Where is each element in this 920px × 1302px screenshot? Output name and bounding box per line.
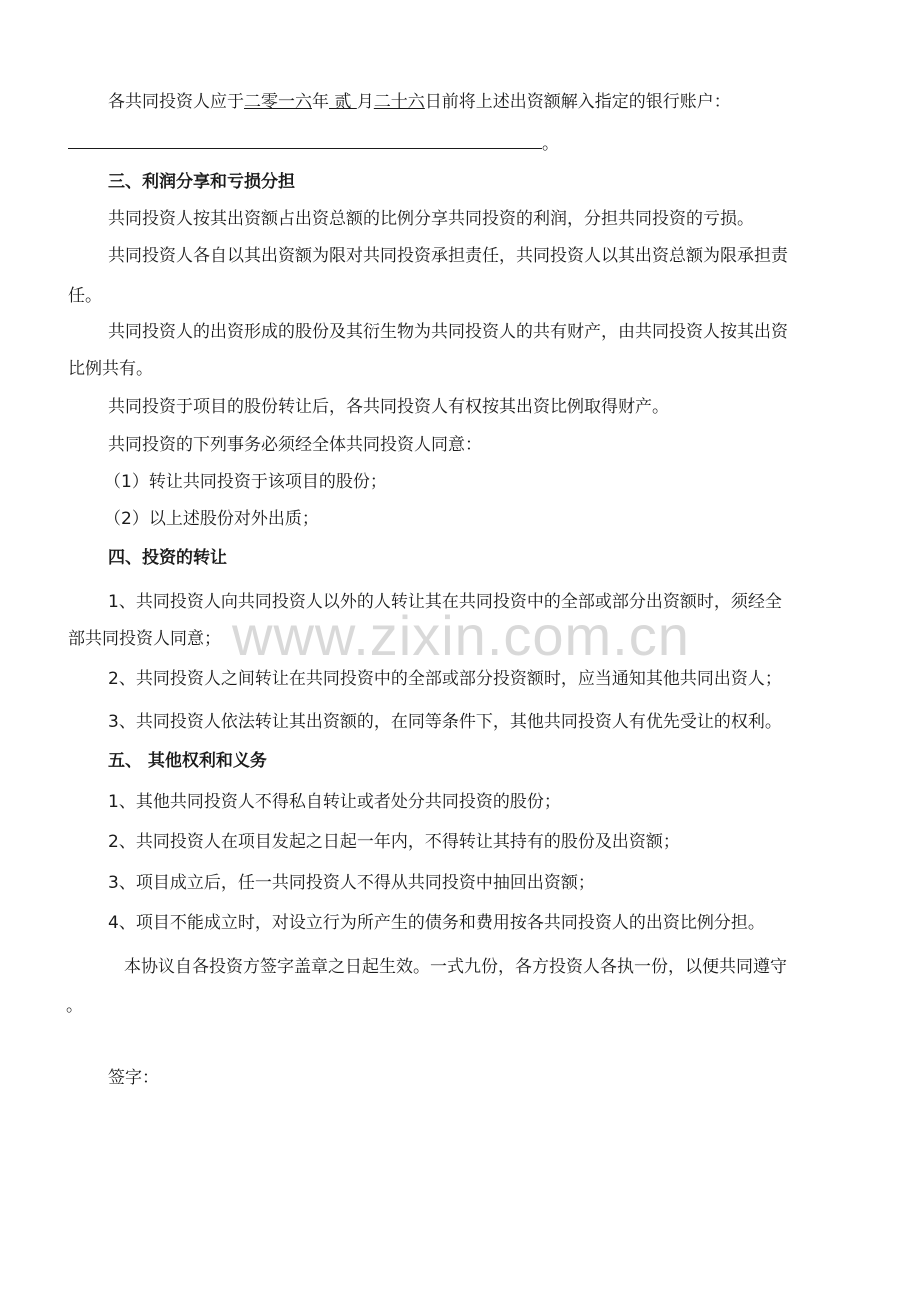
deadline-text-pre: 各共同投资人应于: [108, 92, 244, 112]
section5-p4: 4、项目不能成立时，对设立行为所产生的债务和费用按各共同投资人的出资比例分担。: [108, 913, 765, 933]
section4-title: 四、投资的转让: [108, 548, 227, 568]
deadline-text-post: 日前将上述出资额解入指定的银行账户：: [424, 92, 731, 112]
section3-p5: 共同投资的下列事务必须经全体共同投资人同意：: [108, 435, 482, 455]
section5-p3: 3、项目成立后，任一共同投资人不得从共同投资中抽回出资额；: [108, 873, 595, 893]
deadline-day: 二十六: [373, 92, 425, 112]
section3-p3-b: 比例共有。: [68, 359, 153, 379]
section3-p2-b: 任。: [68, 286, 102, 306]
closing-paragraph-a: 本协议自各投资方签字盖章之日起生效。一式九份，各方投资人各执一份，以便共同遵守: [124, 957, 787, 977]
deadline-text-month: 月: [356, 92, 374, 112]
deadline-paragraph: [108, 90, 731, 114]
section3-p3-a: 共同投资人的出资形成的股份及其衍生物为共同投资人的共有财产，由共同投资人按其出资: [108, 322, 788, 342]
watermark: www.zixin.com.cn: [232, 604, 690, 667]
bank-account-blank-line: [68, 148, 542, 149]
section3-item2: （2）以上述股份对外出质；: [104, 509, 319, 529]
deadline-month: 贰: [329, 92, 357, 112]
section3-title: 三、利润分享和亏损分担: [108, 172, 295, 192]
section5-title: 五、 其他权利和义务: [108, 751, 267, 771]
section3-p2-a: 共同投资人各自以其出资额为限对共同投资承担责任，共同投资人以其出资总额为限承担责: [108, 246, 788, 266]
bank-account-end: 。: [542, 134, 559, 154]
deadline-year: 二零一六: [244, 92, 312, 112]
section3-p1: 共同投资人按其出资额占出资总额的比例分享共同投资的利润，分担共同投资的亏损。: [108, 209, 754, 229]
section5-p2: 2、共同投资人在项目发起之日起一年内，不得转让其持有的股份及出资额；: [108, 832, 680, 852]
section5-p1: 1、其他共同投资人不得私自转让或者处分共同投资的股份；: [108, 792, 561, 812]
signature-label: 签字：: [108, 1068, 159, 1088]
section4-p1-a: 1、共同投资人向共同投资人以外的人转让其在共同投资中的全部或部分出资额时，须经全: [108, 592, 782, 612]
section3-item1: （1）转让共同投资于该项目的股份；: [104, 472, 387, 492]
deadline-text-year: 年: [312, 92, 329, 112]
section4-p2: 2、共同投资人之间转让在共同投资中的全部或部分投资额时，应当通知其他共同出资人；: [108, 669, 782, 689]
closing-paragraph-b: 。: [66, 996, 83, 1016]
section3-p4: 共同投资于项目的股份转让后，各共同投资人有权按其出资比例取得财产。: [108, 397, 669, 417]
section4-p3: 3、共同投资人依法转让其出资额的，在同等条件下，其他共同投资人有优先受让的权利。: [108, 712, 782, 732]
section4-p1-b: 部共同投资人同意；: [68, 629, 221, 649]
